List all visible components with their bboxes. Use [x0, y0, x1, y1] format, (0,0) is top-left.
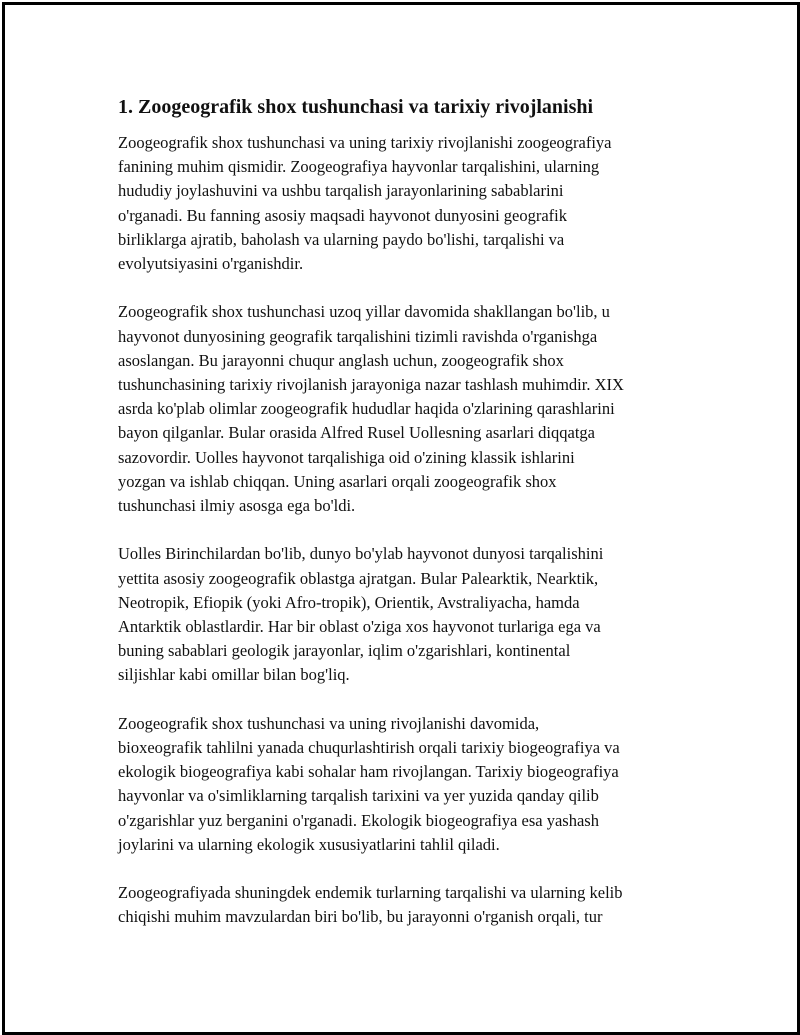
paragraph-container [118, 131, 703, 930]
paragraph-5 [118, 881, 703, 929]
text-line: Zoogeografiyada shuningdek endemik turlarning tarqalishi va ularning kelib [118, 883, 623, 903]
text-line: joylarini va ularning ekologik xususiyatlarini tahlil qiladi. [118, 834, 500, 854]
text-line: ekologik biogeografiya kabi sohalar ham rivojlangan. Tarixiy biogeografiya [118, 762, 619, 782]
paragraph-3 [118, 542, 703, 687]
text-line: hududiy joylashuvini va ushbu tarqalish jarayonlarining sabablarini [118, 181, 564, 201]
text-line: evolyutsiyasini o'rganishdir. [118, 254, 304, 274]
text-line: bioxeografik tahlilni yanada chuqurlashtirish orqali tarixiy biogeografiya va [118, 738, 620, 758]
text-line: buning sabablari geologik jarayonlar, iqlim o'zgarishlari, kontinental [118, 641, 571, 661]
text-line: tushunchasining tarixiy rivojlanish jarayoniga nazar tashlash muhimdir. XIX [118, 375, 624, 395]
document-body [118, 95, 703, 954]
text-line: sazovordir. Uolles hayvonot tarqalishiga oid o'zining klassik ishlarini [118, 447, 575, 467]
text-line: yettita asosiy zoogeografik oblastga ajratgan. Bular Palearktik, Nearktik, [118, 568, 599, 588]
text-line: asrda ko'plab olimlar zoogeografik hududlar haqida o'zlarining qarashlarini [118, 399, 615, 419]
text-line: tushunchasi ilmiy asosga ega bo'ldi. [118, 496, 356, 516]
paragraph-4 [118, 712, 703, 857]
text-line: chiqishi muhim mavzulardan biri bo'lib, bu jarayonni o'rganish orqali, tur [118, 907, 603, 927]
text-line: Uolles Birinchilardan bo'lib, dunyo bo'ylab hayvonot dunyosi tarqalishini [118, 544, 604, 564]
text-line: yozgan va ishlab chiqqan. Uning asarlari orqali zoogeografik shox [118, 471, 557, 491]
section-heading: 1. Zoogeografik shox tushunchasi va tarixiy rivojlanishi [118, 96, 594, 118]
text-line: bayon qilganlar. Bular orasida Alfred Rusel Uollesning asarlari diqqatga [118, 423, 596, 443]
text-line: Neotropik, Efiopik (yoki Afro-tropik), Orientik, Avstraliyacha, hamda [118, 592, 580, 612]
text-line: asoslangan. Bu jarayonni chuqur anglash uchun, zoogeografik shox [118, 350, 564, 370]
text-line: hayvonot dunyosining geografik tarqalishini tizimli ravishda o'rganishga [118, 326, 598, 346]
text-line: siljishlar kabi omillar bilan bog'liq. [118, 665, 350, 685]
paragraph-2 [118, 300, 703, 518]
paragraph-1 [118, 131, 703, 276]
text-line: Zoogeografik shox tushunchasi va uning rivojlanishi davomida, [118, 713, 540, 733]
text-line: fanining muhim qismidir. Zoogeografiya hayvonlar tarqalishini, ularning [118, 157, 600, 177]
text-line: hayvonlar va o'simliklarning tarqalish tarixini va yer yuzida qanday qilib [118, 786, 599, 806]
text-line: Zoogeografik shox tushunchasi uzoq yillar davomida shakllangan bo'lib, u [118, 302, 610, 322]
text-line: Zoogeografik shox tushunchasi va uning tarixiy rivojlanishi zoogeografiya [118, 133, 612, 152]
text-line: birliklarga ajratib, baholash va ularning paydo bo'lishi, tarqalishi va [118, 229, 565, 249]
text-line: o'zgarishlar yuz berganini o'rganadi. Ekologik biogeografiya esa yashash [118, 810, 599, 830]
text-line: o'rganadi. Bu fanning asosiy maqsadi hayvonot dunyosini geografik [118, 205, 568, 225]
text-line: Antarktik oblastlardir. Har bir oblast o'ziga xos hayvonot turlariga ega va [118, 617, 601, 637]
